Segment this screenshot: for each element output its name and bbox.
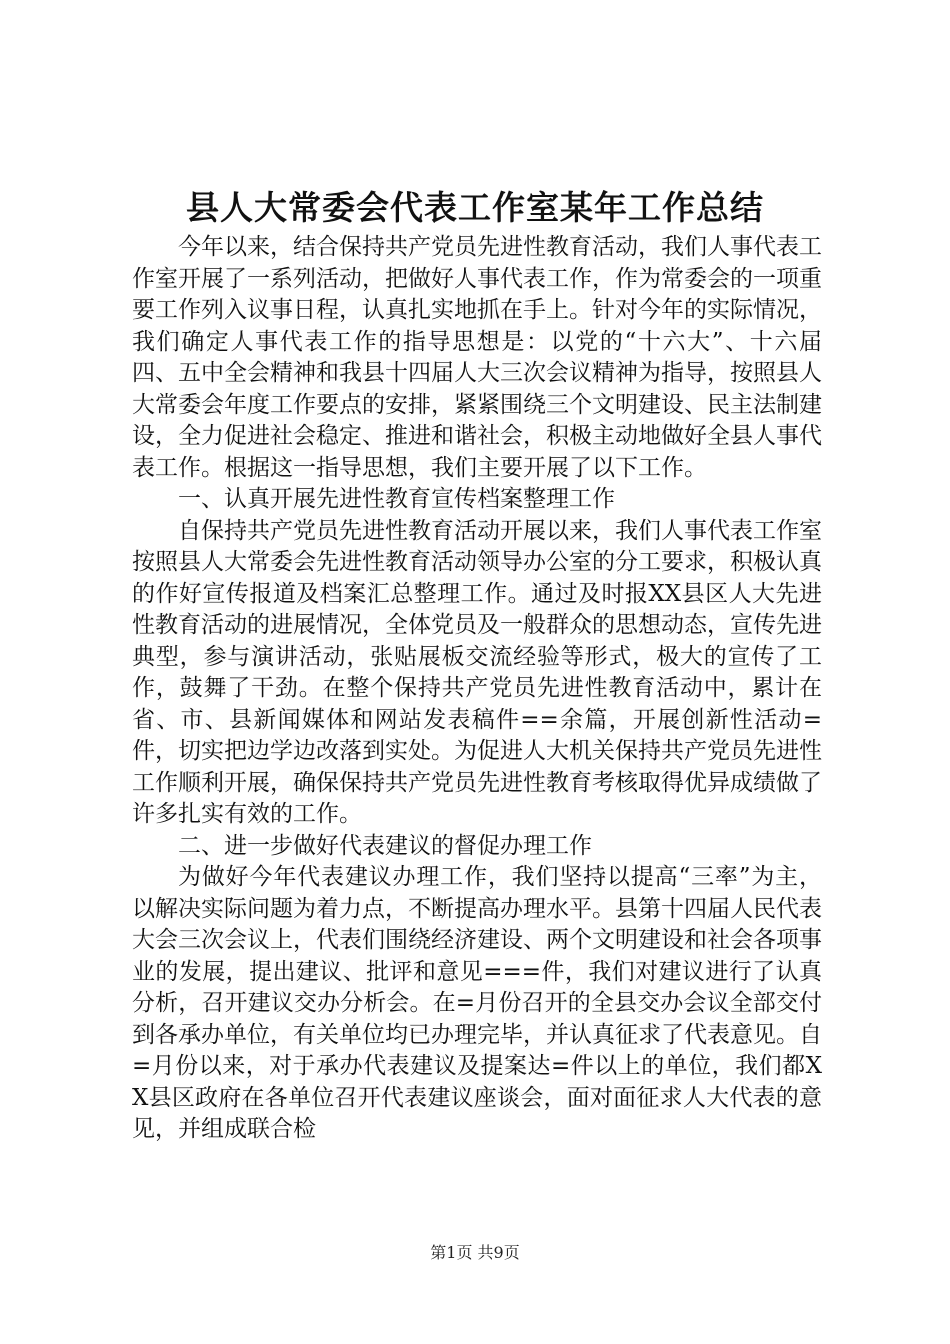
section-heading-2: 二、进一步做好代表建议的督促办理工作 — [178, 832, 592, 859]
document-body — [132, 232, 822, 1146]
paragraph-intro: 今年以来，结合保持共产党员先进性教育活动，我们人事代表工作室开展了一系列活动，把做好人事代表工作，作为常委会的一项重要工作列入议事日程，认真扎实地抓在手上。针对今年的实际情况，我们确定人事代表工作的指导思想是：以党的“十六大”、十六届四、五中全会精神和我县十四届人大三次会议精神为指导，按照县人大常委会年度工作要点的安排，紧紧围绕三个文明建设、民主法制建设，全力促进社会稳定、推进和谐社会，积极主动地做好全县人事代表工作。根据这一指导思想，我们主要开展了以下工作。 — [132, 234, 822, 481]
section-heading-1: 一、认真开展先进性教育宣传档案整理工作 — [178, 486, 615, 512]
paragraph-section-1: 自保持共产党员先进性教育活动开展以来，我们人事代表工作室按照县人大常委会先进性教育活动领导办公室的分工要求，积极认真的作好宣传报道及档案汇总整理工作。通过及时报XX县区人大先进性教育活动的进展情况，全体党员及一般群众的思想动态，宣传先进典型，参与演讲活动，张贴展板交流经验等形式，极大的宣传了工作，鼓舞了干劲。在整个保持共产党员先进性教育活动中，累计在省、市、县新闻媒体和网站发表稿件==余篇，开展创新性活动=件，切实把边学边改落到实处。为促进人大机关保持共产党员先进性工作顺利开展，确保保持共产党员先进性教育考核取得优异成绩做了许多扎实有效的工作。 — [132, 517, 822, 827]
document-title: 县人大常委会代表工作室某年工作总结 — [186, 188, 764, 227]
page-footer: 第1页 共9页 — [430, 1243, 520, 1262]
paragraph-section-2: 为做好今年代表建议办理工作，我们坚持以提高“三率”为主，以解决实际问题为着力点，不断提高办理水平。县第十四届人民代表大会三次会议上，代表们围绕经济建设、两个文明建设和社会各项事业的发展，提出建议、批评和意见===件，我们对建议进行了认真分析，召开建议交办分析会。在=月份召开的全县交办会议全部交付到各承办单位，有关单位均已办理完毕，并认真征求了代表意见。自=月份以来，对于承办代表建议及提案达=件以上的单位，我们都XX县区政府在各单位召开代表建议座谈会，面对面征求人大代表的意见，并组成联合检 — [132, 864, 822, 1142]
